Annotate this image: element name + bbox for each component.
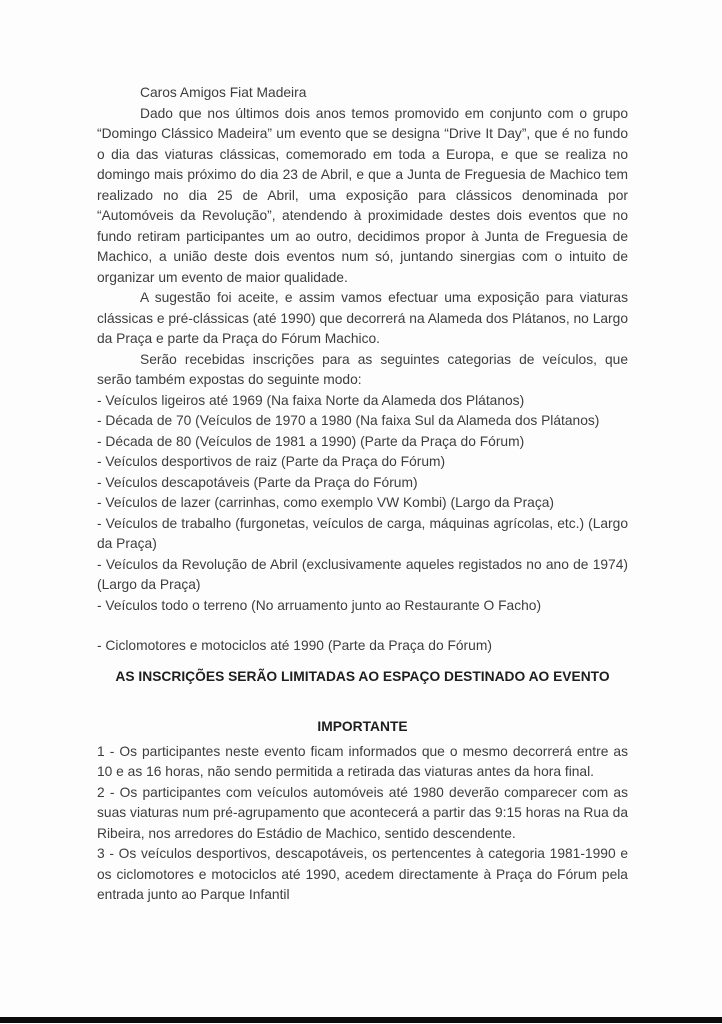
paragraph-acceptance: A sugestão foi aceite, e assim vamos efectuar uma exposição para viaturas clássicas e pré-clássicas (até 1990) que decorrerá na Alameda dos Plátanos, no Largo da Praça e parte da Praça do Fórum Machico. [97,290,628,346]
important-item-3: 3 - Os veículos desportivos, descapotáveis, os pertencentes à categoria 1981-1990 e os ciclomotores e motociclos até 1990, acedem directamente à Praça do Fórum pela entrada junto ao Parque Infantil [97,846,628,902]
salutation-line: Caros Amigos Fiat Madeira [140,85,307,100]
category-item-ligeiros: - Veículos ligeiros até 1969 (Na faixa Norte da Alameda dos Plátanos) [97,392,525,408]
category-item-revolucao: - Veículos da Revolução de Abril (exclusivamente aqueles registados no ano de 1974) (Largo da Praça) [97,556,628,592]
notice-heading: AS INSCRIÇÕES SERÃO LIMITADAS AO ESPAÇO DESTINADO AO EVENTO [115,668,610,684]
bottom-border-bar [0,1017,722,1023]
important-item-2: 2 - Os participantes com veículos automóveis até 1980 deverão comparecer com as suas viaturas num pré-agrupamento que acontecerá a partir das 9:15 horas na Rua da Ribeira, nos arredores do Estádio de Machico, sentido descendente. [97,784,628,841]
category-item-todo-terreno: - Veículos todo o terreno (No arruamento junto ao Restaurante O Facho) [97,597,542,613]
important-heading: IMPORTANTE [317,719,408,734]
category-item-descapotaveis: - Veículos descapotáveis (Parte da Praça do Fórum) [97,474,418,490]
paragraph-categories-intro: Serão recebidas inscrições para as seguintes categorias de veículos, que serão também expostas do seguinte modo: [97,351,628,387]
category-item-decada-70: - Década de 70 (Veículos de 1970 a 1980 (Na faixa Sul da Alameda dos Plátanos) [97,413,600,428]
category-item-desportivos: - Veículos desportivos de raiz (Parte da Praça do Fórum) [97,454,446,469]
category-item-trabalho: - Veículos de trabalho (furgonetas, veículos de carga, máquinas agrícolas, etc.) (Largo da Praça) [97,515,628,551]
category-item-decada-80: - Década de 80 (Veículos de 1981 a 1990) (Parte da Praça do Fórum) [97,433,525,449]
paragraph-intro: Dado que nos últimos dois anos temos promovido em conjunto com o grupo “Domingo Clássico Madeira” um evento que se designa “Drive It Day”, que é no fundo o dia das viaturas clássicas, comemorado em toda a Europa, e que se realiza no domingo mais próximo do dia 23 de Abril, e que a Junta de Freguesia de Machico tem realizado no dia 25 de Abril, uma exposição para clássicos denominada por “Automóveis da Revolução”, atendendo à proximidade destes dois eventos que no fundo retiram participantes um ao outro, decidimos propor à Junta de Freguesia de Machico, a união deste dois eventos num só, juntando sinergias com o intuito de organizar um evento de maior qualidade. [97,105,628,285]
important-item-1: 1 - Os participantes neste evento ficam informados que o mesmo decorrerá entre as 10 e as 16 horas, não sendo permitida a retirada das viaturas antes da hora final. [97,743,628,779]
category-item-lazer: - Veículos de lazer (carrinhas, como exemplo VW Kombi) (Largo da Praça) [97,495,555,510]
letter-content [97,83,628,906]
category-item-ciclomotores: - Ciclomotores e motociclos até 1990 (Parte da Praça do Fórum) [97,638,492,653]
